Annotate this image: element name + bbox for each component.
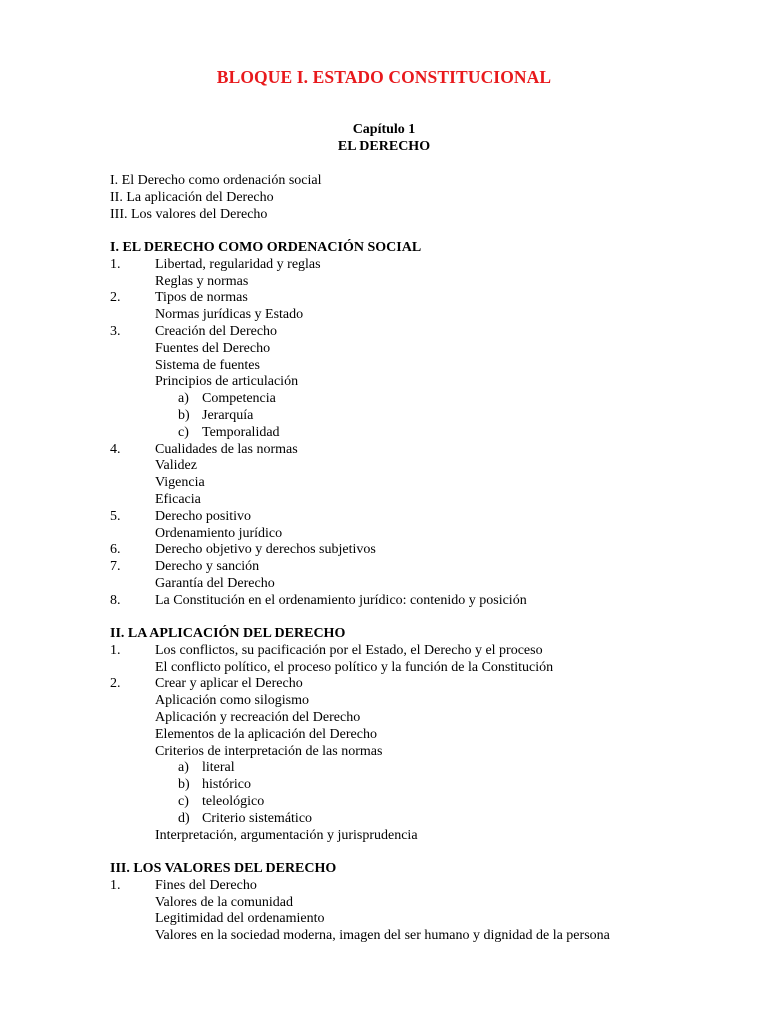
item-number: 2. xyxy=(110,290,121,306)
outline-item xyxy=(110,643,710,660)
section-1 xyxy=(110,240,710,610)
outline-subline xyxy=(110,341,710,358)
outline-item xyxy=(110,290,710,307)
outline-subline xyxy=(110,358,710,375)
section-heading: II. LA APLICACIÓN DEL DERECHO xyxy=(110,626,346,641)
table-of-contents xyxy=(110,173,321,223)
item-text: Crear y aplicar el Derecho xyxy=(155,676,303,692)
outline-item xyxy=(110,324,710,341)
item-text: El conflicto político, el proceso político y la función de la Constitución xyxy=(155,659,554,675)
toc-item: I. El Derecho como ordenación social xyxy=(110,173,322,188)
item-letter: a) xyxy=(178,391,189,407)
section-heading: III. LOS VALORES DEL DERECHO xyxy=(110,861,337,876)
item-letter: d) xyxy=(178,810,190,826)
outline-subline xyxy=(110,274,710,291)
item-text: Derecho positivo xyxy=(155,508,252,524)
outline-subitem xyxy=(110,408,710,425)
outline-subline xyxy=(110,576,710,593)
item-number: 8. xyxy=(110,592,121,608)
item-text: Derecho objetivo y derechos subjetivos xyxy=(155,542,376,558)
item-text: Valores de la comunidad xyxy=(155,894,294,910)
item-text: Garantía del Derecho xyxy=(155,575,275,591)
item-text: La Constitución en el ordenamiento jurídico: contenido y posición xyxy=(155,592,527,608)
item-text: histórico xyxy=(202,777,251,793)
item-text: literal xyxy=(202,760,235,776)
item-letter: a) xyxy=(178,760,189,776)
item-text: Aplicación y recreación del Derecho xyxy=(155,709,361,725)
item-text: teleológico xyxy=(202,793,265,809)
item-text: Criterios de interpretación de las normas xyxy=(155,743,383,759)
item-text: Principios de articulación xyxy=(155,374,299,390)
item-text: Vigencia xyxy=(155,475,205,491)
chapter-number: Capítulo 1 xyxy=(352,122,416,137)
item-number: 3. xyxy=(110,323,121,339)
outline-subline xyxy=(110,895,710,912)
outline-subline xyxy=(110,660,710,677)
section-lines xyxy=(110,257,710,610)
item-letter: b) xyxy=(178,407,190,423)
item-text: Validez xyxy=(155,458,197,474)
chapter-name: EL DERECHO xyxy=(337,139,431,154)
outline-subitem xyxy=(110,794,710,811)
outline-subline xyxy=(110,693,710,710)
item-number: 1. xyxy=(110,642,121,658)
item-text: Jerarquía xyxy=(202,407,254,423)
outline-subline xyxy=(110,727,710,744)
outline-subline xyxy=(110,911,710,928)
outline-item xyxy=(110,257,710,274)
item-text: Fuentes del Derecho xyxy=(155,340,271,356)
outline-item xyxy=(110,442,710,459)
item-number: 1. xyxy=(110,877,121,893)
item-letter: c) xyxy=(178,424,189,440)
item-number: 1. xyxy=(110,256,121,272)
outline-subline xyxy=(110,828,710,845)
page-title: BLOQUE I. ESTADO CONSTITUCIONAL xyxy=(216,67,552,87)
outline-item xyxy=(110,593,710,610)
outline-subitem xyxy=(110,777,710,794)
toc-item: III. Los valores del Derecho xyxy=(110,206,268,222)
outline-subitem xyxy=(110,760,710,777)
outline-subline xyxy=(110,744,710,761)
item-number: 2. xyxy=(110,676,121,692)
outline-subline xyxy=(110,710,710,727)
section-3 xyxy=(110,861,710,945)
outline-item xyxy=(110,509,710,526)
item-text: Valores en la sociedad moderna, imagen del ser humano y dignidad de la persona xyxy=(155,928,610,944)
item-text: Competencia xyxy=(202,391,276,407)
item-text: Los conflictos, su pacificación por el Estado, el Derecho y el proceso xyxy=(155,642,543,658)
item-letter: c) xyxy=(178,793,189,809)
outline-subline xyxy=(110,307,710,324)
outline-subitem xyxy=(110,391,710,408)
item-letter: b) xyxy=(178,777,190,793)
item-text: Tipos de normas xyxy=(155,290,248,306)
item-text: Temporalidad xyxy=(202,424,280,440)
item-number: 4. xyxy=(110,441,121,457)
item-text: Interpretación, argumentación y jurisprudencia xyxy=(155,827,418,843)
item-text: Cualidades de las normas xyxy=(155,441,298,457)
outline-item xyxy=(110,559,710,576)
item-text: Legitimidad del ordenamiento xyxy=(155,911,325,927)
item-text: Aplicación como silogismo xyxy=(155,693,309,709)
item-text: Normas jurídicas y Estado xyxy=(155,307,304,323)
outline-item xyxy=(110,676,710,693)
item-text: Eficacia xyxy=(155,491,201,507)
outline-item xyxy=(110,542,710,559)
toc-item: II. La aplicación del Derecho xyxy=(110,189,274,205)
outline-subline xyxy=(110,492,710,509)
item-text: Fines del Derecho xyxy=(155,877,257,893)
section-heading: I. EL DERECHO COMO ORDENACIÓN SOCIAL xyxy=(110,240,422,255)
item-text: Reglas y normas xyxy=(155,273,249,289)
outline-subitem xyxy=(110,425,710,442)
item-number: 6. xyxy=(110,542,121,558)
item-number: 5. xyxy=(110,508,121,524)
section-lines xyxy=(110,878,710,945)
outline-subline xyxy=(110,458,710,475)
item-number: 7. xyxy=(110,559,121,575)
outline-item xyxy=(110,878,710,895)
item-text: Elementos de la aplicación del Derecho xyxy=(155,726,377,742)
item-text: Derecho y sanción xyxy=(155,559,260,575)
outline-subline xyxy=(110,928,710,945)
outline-subitem xyxy=(110,811,710,828)
outline-subline xyxy=(110,374,710,391)
item-text: Sistema de fuentes xyxy=(155,357,260,373)
section-2 xyxy=(110,626,710,844)
outline-subline xyxy=(110,475,710,492)
outline-subline xyxy=(110,526,710,543)
item-text: Creación del Derecho xyxy=(155,323,278,339)
item-text: Criterio sistemático xyxy=(202,810,313,826)
item-text: Ordenamiento jurídico xyxy=(155,525,283,541)
section-lines xyxy=(110,643,710,845)
item-text: Libertad, regularidad y reglas xyxy=(155,256,321,272)
